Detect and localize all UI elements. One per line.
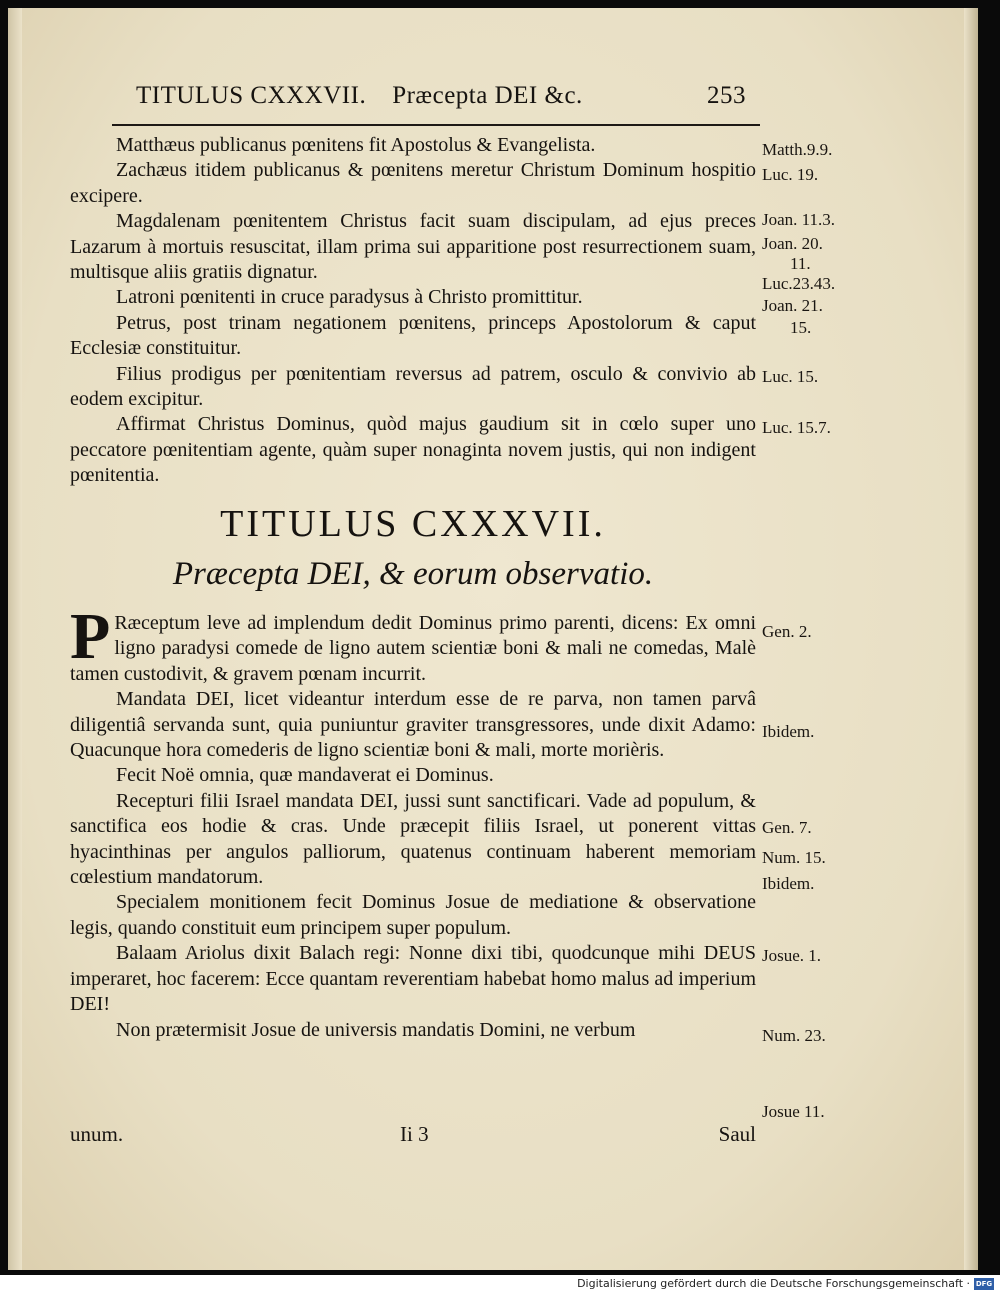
margin-note: Matth.9.9. bbox=[762, 140, 833, 159]
paragraph: Non prætermisit Josue de universis mandatis Domini, ne verbum bbox=[116, 1018, 636, 1041]
paragraph: Latroni pœnitenti in cruce paradysus à Christo promittitur. bbox=[116, 286, 583, 309]
margin-note: 11. bbox=[790, 254, 811, 273]
margin-note: Josue 11. bbox=[762, 1102, 825, 1121]
paragraph-text: Ræceptum leve ad implendum dedit Dominus primo parenti, dicens: Ex omni ligno paradysi comede de ligno autem scientiæ boni & mali ne comedas, Malè tamen custodivit, & gravem pœnam incurrit. bbox=[70, 612, 756, 685]
margin-note: Joan. 11.3. bbox=[762, 210, 836, 229]
running-head bbox=[136, 82, 746, 110]
paragraph: Magdalenam pœnitentem Christus facit suam discipulam, ad ejus preces Lazarum à mortuis resuscitat, illam prima sui apparitione post resurrectionem suam, multisque aliis gratiis dignatur. bbox=[70, 210, 756, 284]
page-footer bbox=[70, 1122, 756, 1147]
paragraph: Matthæus publicanus pœnitens fit Apostolus & Evangelista. bbox=[116, 134, 596, 156]
paragraph: Recepturi filii Israel mandata DEI, jussi sunt sanctificari. Vade ad populum, & sanctifica eos hodie & cras. Unde præcepit filiis Israel, ut ponerent vittas hyacinthinas per angulos palliorum, quatenus continuam haberent memoriam cœlestium mandatorum. bbox=[70, 789, 756, 889]
paragraph: Petrus, post trinam negationem pœnitens, princeps Apostolorum & caput Ecclesiæ constituitur. bbox=[70, 311, 756, 360]
dfg-logo-icon: DFG bbox=[975, 1280, 993, 1288]
margin-note: Joan. 20. bbox=[762, 234, 823, 253]
drop-cap: P bbox=[70, 600, 111, 673]
catchword: Saul bbox=[718, 1122, 756, 1146]
paragraph: Mandata DEI, licet videantur interdum esse de re parva, non tamen parvâ diligentiâ servanda sunt, quia puniuntur graviter transgressores, unde dixit Adamo: Quacunque hora comederis de ligno scientiæ boni & mali, morte morièris. bbox=[70, 688, 756, 762]
margin-note: Ibidem. bbox=[762, 874, 815, 893]
margin-note: Gen. 7. bbox=[762, 818, 812, 837]
credit-text: Digitalisierung gefördert durch die Deutsche Forschungsgemeinschaft · bbox=[577, 1277, 970, 1290]
running-head-subtitle: Præcepta DEI &c. bbox=[392, 82, 583, 109]
page-left-edge bbox=[8, 8, 22, 1270]
paragraph: Affirmat Christus Dominus, quòd majus gaudium sit in cœlo super uno peccatore pœnitentiam agente, quàm super nonaginta novem justis, qui non indigent pœnitentia. bbox=[70, 413, 756, 487]
margin-note: Josue. 1. bbox=[762, 946, 822, 965]
margin-note: Luc. 15. bbox=[762, 367, 819, 386]
page-right-edge bbox=[964, 8, 978, 1270]
previous-section-body bbox=[70, 133, 756, 489]
paragraph: Specialem monitionem fecit Dominus Josue de mediatione & observatione legis, quando constituit eum principem super populum. bbox=[70, 891, 756, 939]
paragraph: Fecit Noë omnia, quæ mandaverat ei Dominus. bbox=[116, 764, 494, 787]
section-subtitle: Præcepta DEI, & eorum observatio. bbox=[172, 556, 654, 592]
paragraph: Zachæus itidem publicanus & pœnitens meretur Christum Dominum hospitio excipere. bbox=[70, 159, 756, 207]
running-head-title: TITULUS CXXXVII. bbox=[136, 82, 367, 109]
paragraph: Filius prodigus per pœnitentiam reversus ad patrem, osculo & convivio ab eodem excipitur. bbox=[70, 362, 756, 411]
margin-note: Luc.23.43. bbox=[762, 274, 836, 293]
signature-mark: Ii 3 bbox=[400, 1122, 429, 1146]
header-rule bbox=[112, 124, 760, 126]
section-title: TITULUS CXXXVII. bbox=[220, 503, 606, 545]
margin-note: Joan. 21. bbox=[762, 296, 823, 315]
margin-note: Luc. 19. bbox=[762, 165, 819, 184]
margin-note: Luc. 15.7. bbox=[762, 418, 831, 437]
paragraph: Balaam Ariolus dixit Balach regi: Nonne dixi tibi, quodcunque mihi DEUS imperaret, hoc facerem: Ecce quantam reverentiam habebat homo malus ad imperium DEI! bbox=[70, 942, 756, 1016]
section-body bbox=[70, 600, 756, 1043]
first-paragraph bbox=[70, 600, 756, 687]
margin-note: Num. 15. bbox=[762, 848, 826, 867]
margin-note: 15. bbox=[790, 318, 812, 337]
last-word: unum. bbox=[70, 1122, 124, 1146]
page-number: 253 bbox=[707, 82, 746, 109]
margin-note: Num. 23. bbox=[762, 1026, 826, 1045]
margin-note: Gen. 2. bbox=[762, 622, 812, 641]
margin-note: Ibidem. bbox=[762, 722, 815, 741]
